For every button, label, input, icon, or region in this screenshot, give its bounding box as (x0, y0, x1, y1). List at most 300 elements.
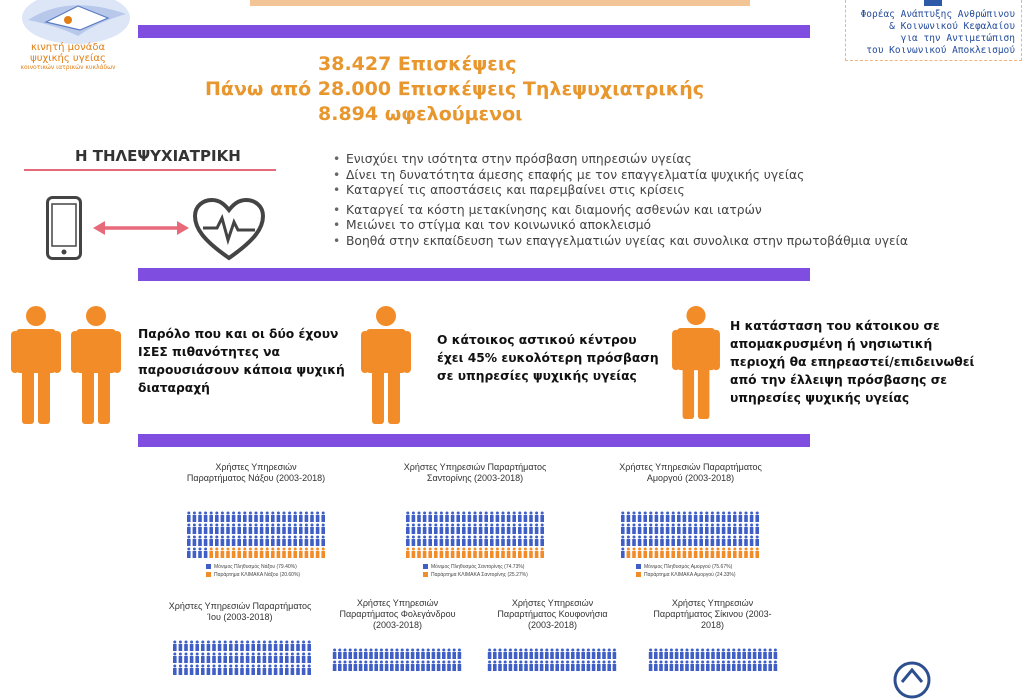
waffle-person-mark (288, 536, 292, 547)
waffle-person-mark (215, 536, 219, 547)
waffle-person-mark (395, 649, 399, 660)
logo-name: κινητή μονάδα (30, 42, 106, 53)
waffle-person-mark (354, 649, 358, 660)
waffle-person-mark (374, 661, 378, 672)
waffle-person-mark (671, 512, 675, 523)
waffle-person-mark (654, 661, 658, 672)
waffle-person-mark (512, 512, 516, 523)
list-item: • Καταργεί τα κόστη μετακίνησης και διαμονής ασθενών και ιατρών (346, 203, 908, 219)
waffle-person-mark (750, 524, 754, 535)
waffle-person-mark (666, 536, 670, 547)
waffle-person-mark (421, 649, 425, 660)
waffle-person-mark (249, 536, 253, 547)
waffle-person-mark (274, 641, 278, 652)
waffle-person-mark (440, 524, 444, 535)
waffle-person-mark (701, 661, 705, 672)
waffle-person-mark (774, 661, 778, 672)
waffle-person-mark (305, 536, 309, 547)
chart-title: Χρήστες Υπηρεσιών Παραρτήματος Ίου (2003-2018) (168, 601, 312, 622)
waffle-person-mark (179, 653, 183, 664)
legend-label: Μόνιμος Πληθυσμός Αμοργού (75.67%) (644, 564, 733, 570)
waffle-person-mark (632, 524, 636, 535)
waffle-person-mark (285, 641, 289, 652)
waffle-person-mark (240, 665, 244, 676)
waffle-person-mark (209, 536, 213, 547)
waffle-person-mark (223, 653, 227, 664)
waffle-person-mark (268, 653, 272, 664)
waffle-grid-santorini (405, 511, 545, 559)
waffle-person-mark (755, 536, 759, 547)
waffle-person-mark (369, 649, 373, 660)
waffle-person-mark (540, 536, 544, 547)
waffle-person-mark (722, 649, 726, 660)
waffle-person-mark (333, 649, 337, 660)
waffle-person-mark (581, 649, 585, 660)
legend-label: Παράρτημα ΚΛΙΜΑΚΑ Σαντορίνης (25.27%) (431, 572, 528, 578)
list-item: • Ενισχύει την ισότητα στην πρόσβαση υπηρεσιών υγείας (346, 152, 908, 168)
waffle-person-mark (722, 536, 726, 547)
waffle-person-mark (400, 649, 404, 660)
waffle-person-mark (254, 512, 258, 523)
waffle-person-mark (207, 665, 211, 676)
waffle-person-mark (432, 649, 436, 660)
waffle-person-mark (260, 512, 264, 523)
legend-entry (636, 563, 736, 571)
waffle-person-mark (755, 512, 759, 523)
waffle-person-mark (321, 512, 325, 523)
waffle-person-mark (670, 649, 674, 660)
waffle-person-mark (428, 512, 432, 523)
waffle-person-mark (274, 665, 278, 676)
waffle-person-mark (699, 548, 703, 559)
waffle-person-mark (737, 649, 741, 660)
waffle-person-mark (473, 548, 477, 559)
waffle-person-mark (437, 661, 441, 672)
waffle-person-mark (277, 536, 281, 547)
waffle-person-mark (576, 661, 580, 672)
waffle-person-mark (540, 524, 544, 535)
waffle-person-mark (451, 512, 455, 523)
waffle-person-mark (518, 548, 522, 559)
waffle-person-mark (305, 512, 309, 523)
waffle-person-mark (666, 512, 670, 523)
waffle-grid-sikinos (648, 648, 778, 680)
waffle-person-mark (316, 548, 320, 559)
waffle-person-mark (744, 524, 748, 535)
waffle-person-mark (621, 536, 625, 547)
divider-bar (138, 25, 810, 38)
waffle-person-mark (696, 649, 700, 660)
waffle-person-mark (688, 536, 692, 547)
waffle-person-mark (254, 524, 258, 535)
waffle-person-mark (265, 536, 269, 547)
waffle-person-mark (277, 524, 281, 535)
waffle-person-mark (739, 524, 743, 535)
waffle-person-mark (348, 661, 352, 672)
waffle-person-mark (285, 665, 289, 676)
waffle-person-mark (423, 524, 427, 535)
waffle-person-mark (395, 661, 399, 672)
waffle-person-mark (479, 524, 483, 535)
waffle-person-mark (716, 548, 720, 559)
waffle-person-mark (732, 661, 736, 672)
waffle-person-mark (660, 536, 664, 547)
waffle-person-mark (627, 536, 631, 547)
waffle-person-mark (550, 649, 554, 660)
waffle-person-mark (293, 512, 297, 523)
waffle-person-mark (535, 548, 539, 559)
waffle-person-mark (649, 661, 653, 672)
waffle-person-mark (218, 665, 222, 676)
waffle-chart-koufonisia (485, 598, 620, 631)
waffle-person-mark (638, 512, 642, 523)
waffle-person-mark (739, 548, 743, 559)
person-icon (70, 305, 122, 425)
waffle-person-mark (458, 649, 462, 660)
waffle-person-mark (232, 548, 236, 559)
waffle-person-mark (592, 649, 596, 660)
waffle-person-mark (660, 524, 664, 535)
waffle-person-mark (440, 548, 444, 559)
waffle-person-mark (271, 536, 275, 547)
waffle-person-mark (282, 548, 286, 559)
waffle-person-mark (627, 524, 631, 535)
waffle-person-mark (638, 524, 642, 535)
stat-beneficiaries: 8.894 ωφελούμενοι (318, 103, 523, 125)
waffle-person-mark (417, 536, 421, 547)
waffle-person-mark (380, 649, 384, 660)
waffle-person-mark (540, 548, 544, 559)
waffle-person-mark (456, 512, 460, 523)
waffle-person-mark (768, 661, 772, 672)
waffle-person-mark (412, 548, 416, 559)
waffle-person-mark (201, 641, 205, 652)
waffle-person-mark (293, 548, 297, 559)
waffle-person-mark (271, 548, 275, 559)
waffle-person-mark (406, 524, 410, 535)
waffle-person-mark (201, 665, 205, 676)
waffle-person-mark (507, 512, 511, 523)
waffle-person-mark (748, 661, 752, 672)
waffle-person-mark (288, 524, 292, 535)
waffle-person-mark (581, 661, 585, 672)
waffle-person-mark (271, 524, 275, 535)
waffle-person-mark (246, 641, 250, 652)
waffle-person-mark (411, 661, 415, 672)
waffle-person-mark (753, 661, 757, 672)
waffle-person-mark (215, 524, 219, 535)
waffle-person-mark (296, 653, 300, 664)
waffle-person-mark (699, 536, 703, 547)
waffle-person-mark (221, 512, 225, 523)
waffle-person-mark (643, 524, 647, 535)
waffle-person-mark (701, 649, 705, 660)
waffle-person-mark (359, 649, 363, 660)
waffle-person-mark (198, 524, 202, 535)
waffle-person-mark (447, 661, 451, 672)
legend-label: Μόνιμος Πληθυσμός Σαντορίνης (74.73%) (431, 564, 525, 570)
waffle-person-mark (509, 661, 513, 672)
waffle-person-mark (456, 548, 460, 559)
waffle-person-mark (561, 649, 565, 660)
waffle-person-mark (711, 524, 715, 535)
waffle-person-mark (187, 524, 191, 535)
waffle-person-mark (750, 512, 754, 523)
waffle-person-mark (659, 661, 663, 672)
waffle-person-mark (677, 512, 681, 523)
waffle-person-mark (627, 512, 631, 523)
waffle-person-mark (279, 665, 283, 676)
waffle-person-mark (268, 665, 272, 676)
waffle-person-mark (507, 524, 511, 535)
waffle-person-mark (451, 548, 455, 559)
waffle-person-mark (524, 649, 528, 660)
waffle-person-mark (462, 524, 466, 535)
waffle-person-mark (529, 524, 533, 535)
waffle-person-mark (251, 653, 255, 664)
waffle-person-mark (592, 661, 596, 672)
waffle-person-mark (305, 548, 309, 559)
waffle-person-mark (232, 536, 236, 547)
waffle-person-mark (739, 536, 743, 547)
waffle-person-mark (277, 512, 281, 523)
waffle-person-mark (173, 653, 177, 664)
waffle-person-mark (207, 641, 211, 652)
waffle-person-mark (716, 512, 720, 523)
waffle-person-mark (243, 524, 247, 535)
waffle-person-mark (207, 653, 211, 664)
waffle-person-mark (484, 548, 488, 559)
waffle-person-mark (215, 548, 219, 559)
waffle-person-mark (683, 512, 687, 523)
waffle-person-mark (440, 536, 444, 547)
waffle-person-mark (406, 661, 410, 672)
legend-label: Παράρτημα ΚΛΙΜΑΚΑ Αμοργού (24.33%) (644, 572, 736, 578)
waffle-person-mark (501, 512, 505, 523)
waffle-person-mark (496, 512, 500, 523)
waffle-person-mark (434, 524, 438, 535)
waffle-person-mark (279, 653, 283, 664)
waffle-person-mark (493, 661, 497, 672)
waffle-person-mark (509, 649, 513, 660)
waffle-person-mark (671, 548, 675, 559)
waffle-person-mark (316, 524, 320, 535)
waffle-person-mark (226, 548, 230, 559)
waffle-person-mark (218, 653, 222, 664)
waffle-person-mark (519, 661, 523, 672)
waffle-person-mark (179, 665, 183, 676)
chart-legend (206, 563, 300, 579)
waffle-person-mark (561, 661, 565, 672)
benefits-list (332, 152, 908, 249)
waffle-person-mark (722, 512, 726, 523)
waffle-person-mark (671, 536, 675, 547)
divider-bar (138, 434, 810, 447)
waffle-person-mark (512, 524, 516, 535)
waffle-person-mark (632, 512, 636, 523)
waffle-person-mark (246, 653, 250, 664)
waffle-person-mark (462, 536, 466, 547)
waffle-person-mark (173, 641, 177, 652)
waffle-person-mark (456, 524, 460, 535)
waffle-person-mark (291, 665, 295, 676)
waffle-person-mark (451, 536, 455, 547)
waffle-person-mark (587, 661, 591, 672)
waffle-person-mark (299, 512, 303, 523)
waffle-person-mark (540, 649, 544, 660)
legend-entry (206, 563, 300, 571)
waffle-person-mark (690, 661, 694, 672)
list-item: • Μειώνει το στίγμα και τον κοινωνικό αποκλεισμό (346, 218, 908, 234)
waffle-person-mark (390, 649, 394, 660)
waffle-person-mark (359, 661, 363, 672)
waffle-person-mark (493, 649, 497, 660)
waffle-person-mark (655, 512, 659, 523)
waffle-person-mark (655, 524, 659, 535)
waffle-person-mark (490, 524, 494, 535)
waffle-person-mark (643, 512, 647, 523)
waffle-person-mark (683, 536, 687, 547)
list-item: • Δίνει τη δυνατότητα άμεσης επαφής με τον επαγγελματία ψυχικής υγείας (346, 168, 908, 184)
chart-title: Χρήστες Υπηρεσιών Παραρτήματος Αμοργού (2003-2018) (619, 462, 762, 483)
waffle-person-mark (683, 524, 687, 535)
waffle-person-mark (437, 649, 441, 660)
waffle-person-mark (190, 665, 194, 676)
waffle-person-mark (226, 536, 230, 547)
waffle-person-mark (299, 548, 303, 559)
chart-legend (423, 563, 528, 579)
waffle-person-mark (296, 641, 300, 652)
waffle-person-mark (321, 536, 325, 547)
waffle-chart-amorgos (618, 462, 763, 484)
waffle-person-mark (490, 512, 494, 523)
waffle-person-mark (524, 512, 528, 523)
waffle-person-mark (282, 536, 286, 547)
waffle-person-mark (426, 649, 430, 660)
waffle-person-mark (274, 653, 278, 664)
waffle-person-mark (501, 524, 505, 535)
waffle-person-mark (445, 548, 449, 559)
waffle-person-mark (268, 641, 272, 652)
divider-bar (138, 268, 810, 281)
waffle-person-mark (299, 524, 303, 535)
waffle-person-mark (293, 524, 297, 535)
waffle-person-mark (755, 524, 759, 535)
waffle-person-mark (235, 653, 239, 664)
waffle-person-mark (249, 512, 253, 523)
waffle-person-mark (479, 512, 483, 523)
waffle-person-mark (688, 512, 692, 523)
waffle-person-mark (288, 548, 292, 559)
waffle-person-mark (649, 524, 653, 535)
waffle-person-mark (643, 548, 647, 559)
waffle-person-mark (364, 661, 368, 672)
waffle-grid-folegandros (332, 648, 462, 680)
waffle-grid-ios (172, 640, 312, 680)
waffle-person-mark (545, 661, 549, 672)
waffle-person-mark (706, 661, 710, 672)
waffle-person-mark (416, 661, 420, 672)
waffle-person-mark (198, 512, 202, 523)
waffle-person-mark (232, 524, 236, 535)
waffle-person-mark (369, 661, 373, 672)
org-mark (924, 0, 942, 6)
waffle-person-mark (733, 512, 737, 523)
waffle-person-mark (524, 524, 528, 535)
waffle-person-mark (744, 548, 748, 559)
waffle-person-mark (484, 524, 488, 535)
waffle-person-mark (727, 548, 731, 559)
waffle-person-mark (518, 536, 522, 547)
waffle-person-mark (285, 653, 289, 664)
waffle-person-mark (187, 536, 191, 547)
waffle-person-mark (675, 649, 679, 660)
waffle-person-mark (240, 653, 244, 664)
waffle-person-mark (498, 661, 502, 672)
waffle-person-mark (716, 661, 720, 672)
waffle-person-mark (263, 665, 267, 676)
island-impact-text: Η κατάσταση του κάτοικου σε απομακρυσμένη ή νησιωτική περιοχή θα επηρεαστεί/επιδεινωθεί από την έλλειψη πρόσβασης σε υπηρεσίες ψυχικής υγείας (730, 319, 975, 405)
waffle-person-mark (750, 536, 754, 547)
waffle-person-mark (688, 524, 692, 535)
waffle-person-mark (445, 524, 449, 535)
waffle-person-mark (307, 665, 311, 676)
waffle-person-mark (232, 512, 236, 523)
waffle-person-mark (479, 548, 483, 559)
waffle-person-mark (742, 661, 746, 672)
waffle-person-mark (221, 524, 225, 535)
waffle-person-mark (607, 661, 611, 672)
waffle-person-mark (705, 548, 709, 559)
waffle-person-mark (660, 512, 664, 523)
waffle-person-mark (246, 665, 250, 676)
waffle-person-mark (179, 641, 183, 652)
org-info-box (845, 0, 1022, 61)
waffle-person-mark (490, 536, 494, 547)
waffle-person-mark (677, 536, 681, 547)
waffle-person-mark (310, 536, 314, 547)
waffle-person-mark (638, 536, 642, 547)
waffle-person-mark (321, 524, 325, 535)
logo-subtitle: κοινοτικών ιατρικών κυκλάδων (20, 64, 116, 71)
waffle-person-mark (195, 653, 199, 664)
waffle-person-mark (416, 649, 420, 660)
waffle-chart-naxos (186, 462, 326, 484)
waffle-person-mark (744, 512, 748, 523)
person-icon (670, 305, 722, 420)
waffle-person-mark (739, 512, 743, 523)
waffle-person-mark (529, 512, 533, 523)
waffle-person-mark (190, 641, 194, 652)
waffle-person-mark (468, 524, 472, 535)
waffle-person-mark (705, 536, 709, 547)
waffle-person-mark (282, 524, 286, 535)
waffle-person-mark (190, 653, 194, 664)
waffle-person-mark (390, 661, 394, 672)
waffle-person-mark (677, 524, 681, 535)
waffle-person-mark (291, 641, 295, 652)
waffle-person-mark (501, 536, 505, 547)
chart-title: Χρήστες Υπηρεσιών Παραρτήματος Φολεγάνδρου (2003-2018) (339, 598, 456, 630)
waffle-person-mark (229, 653, 233, 664)
waffle-person-mark (452, 661, 456, 672)
waffle-person-mark (666, 524, 670, 535)
waffle-person-mark (423, 536, 427, 547)
waffle-person-mark (683, 548, 687, 559)
waffle-person-mark (501, 548, 505, 559)
waffle-person-mark (307, 653, 311, 664)
list-item: • Καταργεί τις αποστάσεις και παρεμβαίνει στις κρίσεις (346, 183, 908, 199)
